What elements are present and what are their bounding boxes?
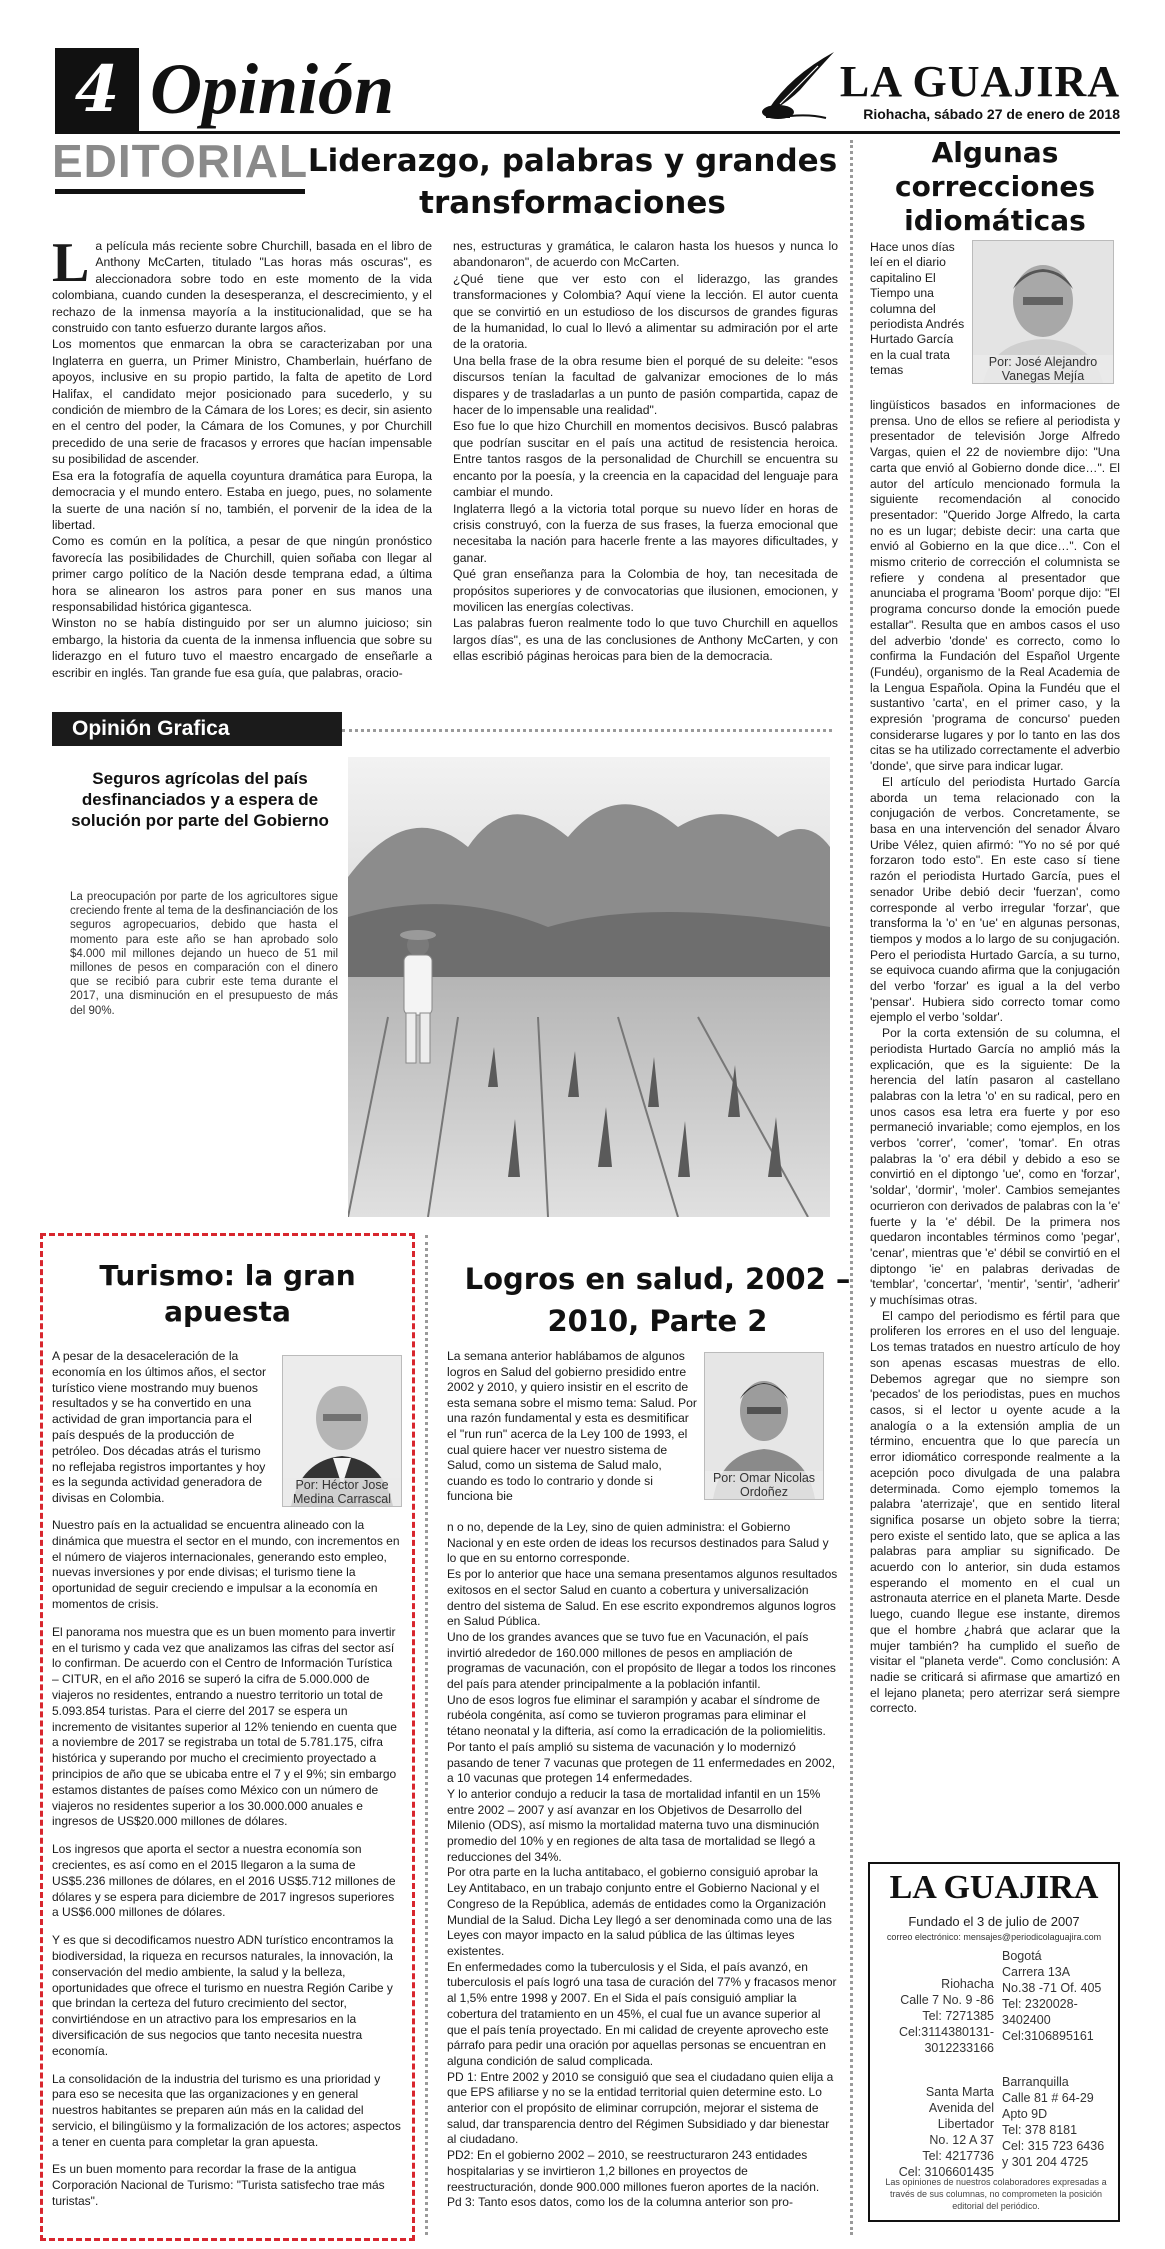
editorial-paragraph: La película más reciente sobre Churchill, basada en el libro de Anthony McCarten, titulado "Las horas más oscuras", es aleccionadora sobre todo en este momento de la vida colombiana, cuando cunden la desesperanza, el descrecimiento, y el rechazo de la inmensa mayoría a la institucionalidad, que se ha construido con tanto esfuerzo durante largos años.	[52, 232, 432, 336]
editorial-column-2	[453, 238, 838, 665]
tourism-intro: A pesar de la desaceleración de la economía en los últimos años, el sector turístico viene mostrando muy buenos resultados y se ha convertido en una actividad de gran importancia para el país después de la producción de petróleo. Dos décadas atrás el turismo no reflejaba registros importantes y hoy es la segunda actividad generadora de divisas en Colombia.	[52, 1349, 267, 1506]
health-paragraph: n o no, depende de la Ley, sino de quien administra: el Gobierno Nacional y en este orden de ideas los recursos destinados para Salud y lo que en su entorno corresponde.	[447, 1520, 829, 1566]
editorial-paragraph: Esa era la fotografía de aquella coyuntura dramática para Europa, la democracia y el mundo entero. Estaba en juego, pues, no solamente la suerte de una nación sí no, también, el porvenir de la idea de la libertad.	[52, 468, 432, 532]
health-paragraph: En enfermedades como la tuberculosis y el Sida, el país avanzó, en tuberculosis el país logró una tasa de curación del 77% y fracasos menor al 1,5% entre 1998 y 2007. En el Sida el país consiguió ampliar la cobertura del tratamiento en un 45%, el cual fue un avance superior al que el país tenía proyectado. En mi calidad de creyente aprovecho este párrafo para pedir una oración por aquellas personas se encuentran en alguna condición de salud complicada.	[447, 1959, 837, 2068]
section-dotted-rule	[342, 729, 832, 732]
editorial-headline: Liderazgo, palabras y grandes transformaciones	[307, 143, 838, 221]
health-paragraph: Es por lo anterior que hace una semana presentamos algunos resultados exitosos en el sector Salud en cuanto a cobertura y universalización dentro del sistema de Salud. En ese escrito expondremos algunos logros en Salud Pública.	[447, 1567, 838, 1629]
corrections-headline: Algunas correcciones idiomáticas	[894, 136, 1096, 237]
column-divider	[425, 1235, 428, 2235]
page-number: 4	[55, 48, 139, 132]
editorial-paragraph: Como es común en la política, a pesar de que ningún pronóstico favorecía las posibilidades de Churchill, quien soñaba con llegar al primer cargo político de la Nación desde temprana edad, a última hora se alinearon los astros para poner en sus manos una responsabilidad histórica gigantesca.	[52, 534, 432, 614]
author-photo-medina	[282, 1355, 402, 1507]
masthead-founded: Fundado el 3 de julio de 2007	[908, 1914, 1080, 1929]
corrections-paragraph: El artículo del periodista Hurtado García aborda un tema relacionado con la conjugación de verbos. Concretamente, se basa en una intervención del senador Álvaro Uribe Vélez, quien afirmó: "Yo no sé por qué forzaron todo esto". En este caso sí tiene razón el periodista Hurtado García, pues el senador Uribe debió decir 'fuerzan', como corresponde al verbo irregular 'forzar', que transforma la 'o' en 'ue' en algunas personas, tiempos y modos a lo largo de su conjugación. Pero el periodista Hurtado García, a su turno, se equivoca cuando afirma que la conjugación del verbo 'forzar' es igual a la del verbo 'pensar'. Hubiera sido correcto tomar como ejemplo el verbo 'soldar'.	[870, 774, 1120, 1025]
health-intro: La semana anterior hablábamos de algunos logros en Salud del gobierno presidido entre 2002 y 2010, y quiero insistir en el escrito de esta semana sobre el mismo tema: Salud. Por una razón fundamental y esta es desmitificar el "run run" acerca de la Ley 100 de 1993, el cual quiere hacer ver nuestro sistema de Salud, como un sistema de Salud malo, cuando es todo lo contrario y donde si funciona bie	[447, 1349, 697, 1504]
editorial-column-1	[52, 232, 432, 681]
opinion-grafica-label: Opinión Grafica	[52, 712, 342, 746]
corrections-paragraph: Por la corta extensión de su columna, el periodista Hurtado García no amplió más la explicación, que es la siguiente: De la herencia del latín pasaron al castellano palabras con la letra 'o' en su radical, pero en unos casos esa letra era fuerte y por eso permaneció invariable; como ejemplos, en los verbos 'correr', 'comer', 'tomar'. En otras palabras la 'o' era débil y debido a eso se convirtió en el diptongo 'ue', como en 'forzar', 'soldar', 'dormir', 'moler'. Cambios semejantes ocurrieron con derivados de palabras con la 'e' fuerte y la 'e' débil. De la primera nos quedaron incontables términos como 'pegar', 'cenar', mientras que 'e' débil se convirtió en el diptongo 'ie' en palabras derivadas de 'temblar', 'concertar', 'mentir', 'sentir', 'adherir' y muchísimas otras.	[870, 1026, 1121, 1308]
office-details: Calle 7 No. 9 -86 Tel: 7271385 Cel:3114380131- 3012233166	[899, 1993, 994, 2055]
corrections-paragraph: lingüísticos basados en informaciones de prensa. Uno de ellos se refiere al periodista y presentador de televisión Jorge Alfredo Vargas, quien el 22 de noviembre dijo: "Una carta que envió al Gobierno donde dice…". El autor del artículo mencionado formula la siguiente recomendación al conocido presentador: "Querido Jorge Alfredo, la carta no es un lugar; debiste decir: una carta que envió al Gobierno en la que dice…". Con el mismo criterio de corrección el columnista se refiere y condena al presentador que anunciaba el programa 'Boom' porque dijo: "El programa concurso donde la emoción puede estallar". Resulta que en ambos casos el uso del adverbio 'donde' es correcto, como lo confirma la Fundación del Español Urgente (Fundéu), organismo de la Real Academia de la Lengua Española. Opina la Fundéu que el sustantivo 'carta', en el primer caso, y la expresión 'programa de concurso' pueden considerarse lugares y por lo tanto en las dos citas se ha utilizado correctamente el adverbio 'donde', que sirve para indicar lugar.	[870, 398, 1120, 774]
health-paragraph: Uno de los grandes avances que se tuvo fue en Vacunación, el país invirtió alrededor de 160.000 millones de pesos en ampliación de programas de vacunación, con el propósito de llegar a todos los rincones del país para atender principalmente a la población infantil.	[447, 1629, 836, 1692]
health-paragraph: Y lo anterior condujo a reducir la tasa de mortalidad infantil en un 15% entre 2002 – 2007 y así avanzar en los Objetivos de Desarrollo del Milenio (ODS), así mismo la mortalidad materna tuvo una disminución promedio del 10% y en regiones de alta tasa de mortalidad se llegó a reducciones del 34%.	[447, 1786, 821, 1864]
editorial-paragraph: Qué gran enseñanza para la Colombia de hoy, tan necesitada de propósitos superiores y de convocatorias que ilusionen, emocionen, y movilicen las energías colectivas.	[453, 567, 838, 614]
corrections-body	[870, 398, 1120, 1717]
editorial-paragraph: ¿Qué tiene que ver esto con el liderazgo, las grandes transformaciones y Colombia? Aquí viene la lección. El autor cuenta que se convirtió en un estudioso de los discursos de grandes figuras de la humanidad, lo cual lo llevó a alimentar su admiración por el arte de la oratoria.	[453, 271, 838, 352]
author-photo-vanegas	[972, 240, 1114, 384]
editorial-paragraph: Eso fue lo que hizo Churchill en momentos decisivos. Buscó palabras que podrían suscitar en el país una actitud de resistencia heroica. Entre tantos rasgos de la personalidad de Churchill se encuentra su encanto por la poesía, y la creencia en la capacidad del lenguaje para cambiar el mundo.	[453, 419, 838, 500]
masthead-email: correo electrónico: mensajes@periodicolaguajira.com	[886, 1932, 1102, 1942]
office-bogota	[1002, 1948, 1120, 2044]
tourism-paragraph: Y es que si decodificamos nuestro ADN turístico encontramos la biodiversidad, la riqueza en recursos naturales, la innovación, la conservación del medio ambiente, la salud y la belleza, oportunidades que ofrece el turismo en nuestra Región Caribe y que brindan la certeza del futuro crecimiento del sector, convirtiéndose en un atractivo para los empresarios en la diversificación de sus negocios que tanto necesita nuestra economía.	[52, 1933, 394, 2058]
drop-cap: L	[52, 232, 90, 294]
office-city: Bogotá	[1002, 1949, 1042, 1963]
editorial-underline	[55, 189, 305, 194]
corrections-intro: Hace unos días leí en el diario capitalino El Tiempo una columna del periodista Andrés Hurtado García en la cual trata temas	[870, 240, 965, 378]
office-santa-marta	[876, 2084, 994, 2180]
photo-caption: Por: José Alejandro Vanegas Mejía	[973, 355, 1113, 383]
health-body	[447, 1520, 839, 2211]
tourism-headline: Turismo: la gran apuesta	[99, 1259, 356, 1328]
photo-caption: Por: Héctor Jose Medina Carrascal	[283, 1478, 401, 1506]
tourism-paragraph: El panorama nos muestra que es un buen momento para invertir en el turismo y cada vez que analizamos las cifras del sector así lo confirman. De acuerdo con el Centro de Información Turística – CITUR, en el año 2016 se superó la cifra de 5.000.000 de viajeros no residentes, entrando a nuestro territorio un total de 5.093.854 turistas. Para el cierre del 2017 se espera un incremento de visitantes superior al 12% teniendo en cuenta que a noviembre de 2017 se registraba un total de 5.781.175, cifra histórica y superando por mucho el crecimiento proyectado a principios de año que se ubicaba entre el 7 y el 9%; sin embargo estamos distantes de países como México con un número de viajeros no residentes superior a los 30.000.000 anuales e ingresos de US$20.000 millones de dólares.	[52, 1624, 397, 1829]
masthead-box	[868, 1862, 1120, 2222]
opinion-grafica-text: La preocupación por parte de los agricultores sigue creciendo frente al tema de la desfinanciación de los seguros agropecuarios, debido que hasta el momento para este año se han aprobado solo $4.000 mil millones dejando un hueco de 51 mil millones de pesos en comparación con el dinero que se recibió para cubrir este tema durante el 2017, una disminución en el presupuesto de más del 90%.	[70, 891, 338, 1017]
office-details: Avenida del Libertador No. 12 A 37 Tel: 4217736 Cel: 3106601435	[898, 2101, 994, 2179]
office-city: Riohacha	[941, 1977, 994, 1991]
tourism-paragraph: Los ingresos que aporta el sector a nuestra economía son crecientes, es así como en el 2015 llegaron a la suma de US$5.236 millones de dólares, en el 2016 US$5.712 millones de dólares y se espera para diciembre de 2017 ingresos superiores a US$6.000 millones de dólares.	[52, 1842, 396, 1920]
opinion-grafica-headline: Seguros agrícolas del país desfinanciados y a espera de solución por parte del Gobierno	[71, 769, 329, 830]
editorial-paragraph: Inglaterra llegó a la victoria total porque su nuevo líder en horas de crisis construyó, con la fuerza de sus frases, la fuerza emocional que necesitaba la nación para hacerle frente a las mayores dificultades, y ganar.	[453, 501, 838, 565]
office-city: Barranquilla	[1002, 2075, 1069, 2089]
editorial-paragraph: Las palabras fueron realmente todo lo que tuvo Churchill en aquellos largos días", es una de las conclusiones de Anthony McCarten, y con ellas escribió páginas heroicas para bien de la democracia.	[453, 616, 838, 664]
tourism-paragraph: Nuestro país en la actualidad se encuentra alineado con la dinámica que muestra el sector en el mundo, con incrementos en el número de viajeros internacionales, generando esto empleo, nuevas inversiones y por ende divisas; el turismo tiene la oportunidad de seguir creciendo e impulsar a la economía en momentos de crisis.	[52, 1518, 400, 1611]
tourism-paragraph: Es un buen momento para recordar la frase de la antigua Corporación Nacional de Turismo: "Turista satisfecho trae más turistas".	[52, 2162, 385, 2209]
masthead-disclaimer: Las opiniones de nuestros colaboradores expresadas a través de sus columnas, no comprometen la posición editorial del periódico.	[885, 2177, 1107, 2211]
masthead-title: LA GUAJIRA	[889, 1869, 1099, 1906]
tourism-paragraph: La consolidación de la industria del turismo es una prioridad y para eso se necesita que las organizaciones y en general nuestros habitantes se preparen aún más en la calidad del servicio, el bilingüismo y la formalización de los actores; aspectos a tener en cuenta para completar la gran apuesta.	[52, 2071, 401, 2149]
author-photo-ordonez	[704, 1352, 824, 1500]
editorial-label: EDITORIAL	[52, 135, 309, 187]
office-barranquilla	[1002, 2074, 1120, 2170]
health-headline: Logros en salud, 2002 – 2010, Parte 2	[464, 1262, 851, 1338]
newspaper-brand: LA GUAJIRA	[839, 57, 1120, 106]
photo-caption: Por: Omar Nicolas Ordoñez	[705, 1471, 823, 1499]
column-divider	[850, 140, 853, 2235]
editorial-paragraph: Una bella frase de la obra resume bien el porqué de su deleite: "esos discursos tenían la facultad de galvanizar emociones de lo más dispares y de trasladarlas a un punto de pasión compartida, capaz de hacer de lo impensable una realidad".	[453, 353, 838, 418]
editorial-paragraph: nes, estructuras y gramática, le calaron hasta los huesos y nunca lo abandonaron", de acuerdo con McCarten.	[453, 239, 838, 270]
dateline: Riohacha, sábado 27 de enero de 2018	[863, 106, 1120, 122]
editorial-paragraph: Winston no se había distinguido por ser un alumno juicioso; sin embargo, la historia da cuenta de la inmensa influencia que sobre su liderazgo en el futuro tuvo el maestro encargado de enseñarle a escribir en inglés. Tan grande fue esa guía, que palabras, oracio-	[52, 616, 432, 680]
corrections-paragraph: El campo del periodismo es fértil para que proliferen los errores en el uso del lenguaje. Los temas tratados en nuestro artículo de hoy son apenas escasas muestras de ello. Debemos agregar que no siempre son 'pecados' de los periodistas, pues en muchos casos, si el lector u oyente acude a la analogía o a la extensión amplia de un término, encuentra que lo que parecía un error idiomático corresponde realmente a la acepción poco divulgada de una palabra determinada. Como ejemplo tomemos la palabra 'aterrizaje', que en sentido literal significa posarse un objeto sobre la tierra; pero existe el sentido lato, que se aplica a las palabras para ampliar su significado. De acuerdo con lo anterior, sin duda estamos esperando el momento en el cual un astronauta aterrice en el planeta Marte. Desde luego, cuando llegue ese instante, diremos que el hombre ¿habrá que aclarar que la mujer también? ha cumplido el sueño de visitar el "planeta verde". Como conclusión: A nadie se criticará si afirmase que amartizó en el lejano planeta; pero aterrizar será siempre correcto.	[870, 1308, 1120, 1716]
section-title: Opinión	[150, 49, 395, 129]
office-city: Santa Marta	[925, 2085, 994, 2099]
health-paragraph: Uno de esos logros fue eliminar el sarampión y acabar el síndrome de rubéola congénita, así como se tuvieron programas para eliminar el tétano neonatal y la difteria, así como la erradicación de la poliomielitis. Por tanto el país amplió su sistema de vacunación y lo modernizó pasando de tener 7 vacunas que protegen de 11 enfermedades en 2002, a 10 vacunas que protegen 14 enfermedades.	[447, 1692, 836, 1786]
health-paragraph: Pd 3: Tanto esos datos, como los de la columna anterior son pro-	[447, 2195, 793, 2210]
health-paragraph: PD2: En el gobierno 2002 – 2010, se reestructuraron 243 entidades hospitalarias y se invirtieron 1,2 billones en proyectos de reestructuración, donde 900.000 millones fueron aportes de la nación.	[447, 2148, 820, 2194]
office-riohacha	[876, 1976, 994, 2056]
tourism-body	[52, 1518, 402, 2210]
header-rule	[55, 131, 1120, 134]
farmer-field-photo	[348, 757, 830, 1217]
health-paragraph: Por otra parte en la lucha antitabaco, el gobierno consiguió aprobar la Ley Antitabaco, en un trabajo conjunto entre el Gobierno Nacional y el Congreso de la República, además de entidades como la Organización Mundial de la Salud. Dicha Ley llegó a ser denominada como una de las Leyes con mayor impacto en la salud pública de las últimas leyes existentes.	[447, 1865, 832, 1958]
quill-inkwell-logo	[760, 46, 838, 122]
office-details: Carrera 13A No.38 -71 Of. 405 Tel: 2320028- 3402400 Cel:3106895161	[1002, 1965, 1102, 2043]
editorial-paragraph: Los momentos que enmarcan la obra se caracterizaban por una Inglaterra en guerra, un Primer Ministro, Chamberlain, huérfano de apoyos, inclusive en su propio partido, la falta de apetito de Lord Halifax, el candidato mejor posicionado para sucederlo, y su condición de miembro de la Cámara de los Lores; es decir, sin asiento en el centro del poder, la Cámara de los Comunes, y por Churchill precedido de una serie de fracasos y errores que hacían impensable su posibilidad de ascender.	[52, 337, 432, 467]
office-details: Calle 81 # 64-29 Apto 9D Tel: 378 8181 Cel: 315 723 6436 y 301 204 4725	[1002, 2091, 1105, 2169]
health-paragraph: PD 1: Entre 2002 y 2010 se consiguió que sea el ciudadano quien elija a que EPS afiliarse y no se la entidad territorial quien determine esto. Lo anterior con el propósito de eliminar corrupción, mejorar el sistema de salud, dar transparencia dentro del Régimen Subsidiado y dar bienestar al ciudadano.	[447, 2069, 834, 2147]
